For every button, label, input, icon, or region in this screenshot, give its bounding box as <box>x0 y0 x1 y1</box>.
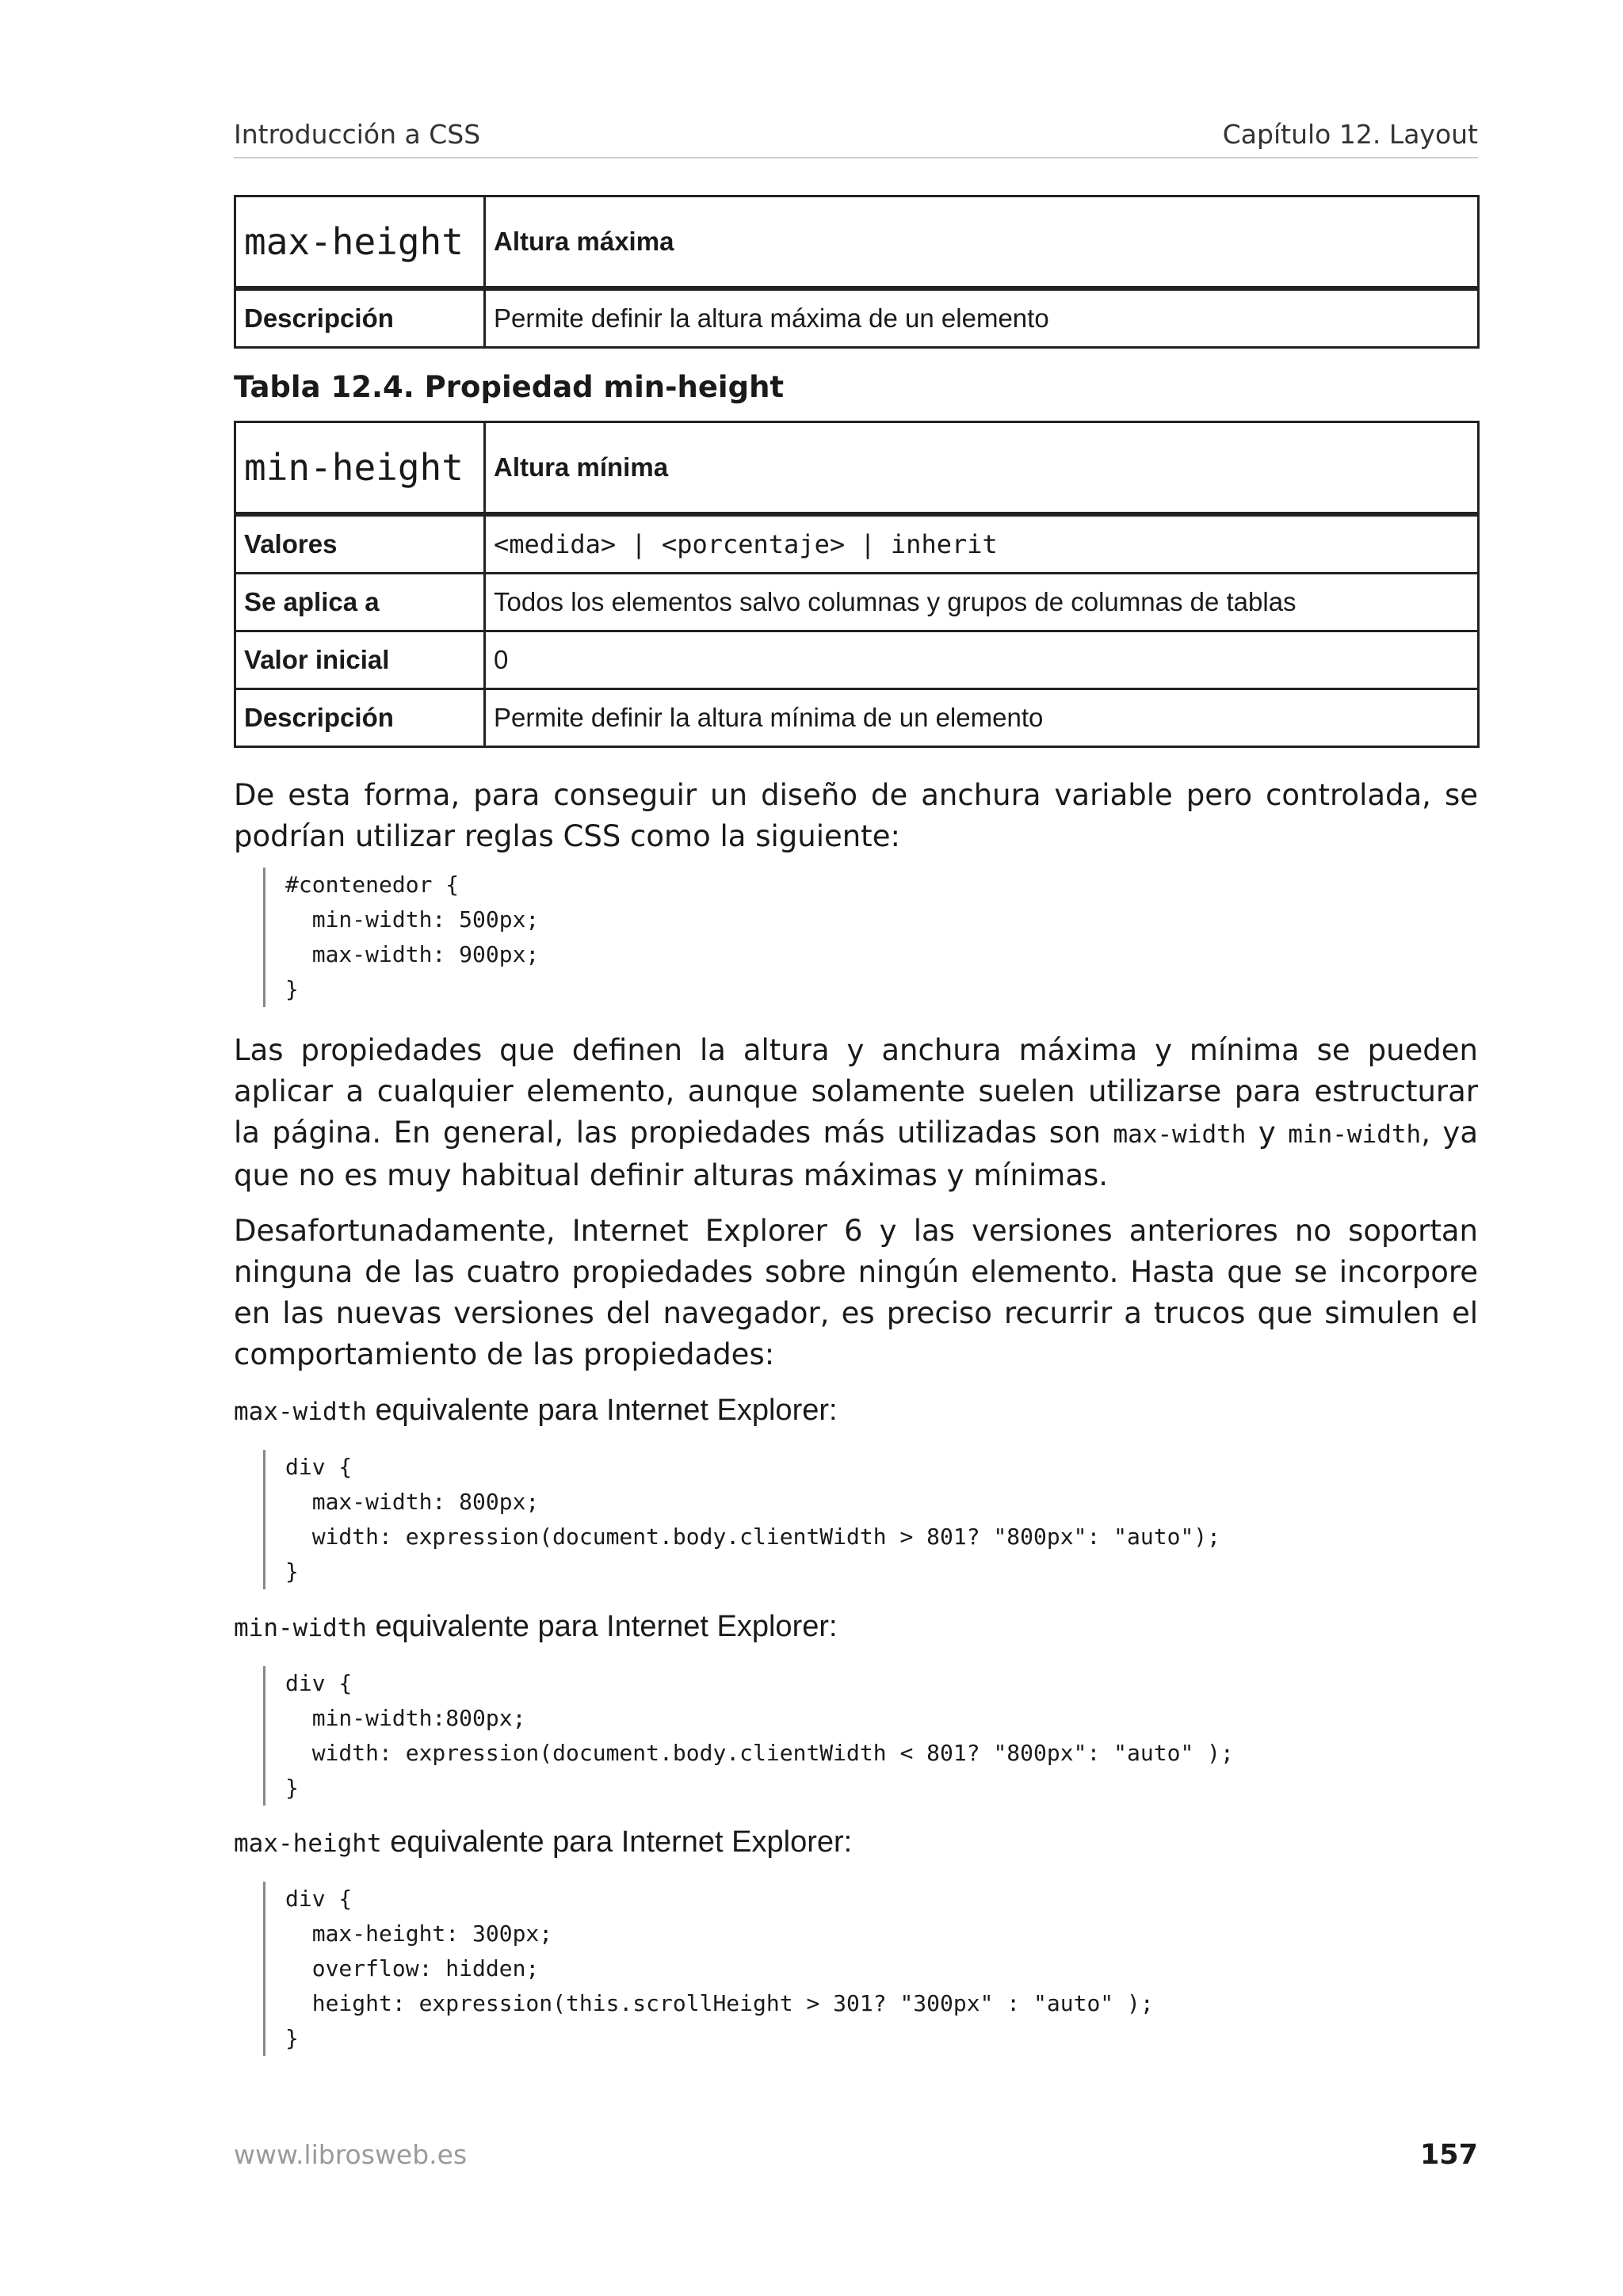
book-title: Introducción a CSS <box>234 119 481 150</box>
table-row <box>235 689 1479 747</box>
intro-text: equivalente para Internet Explorer: <box>366 1610 838 1643</box>
inline-code: max-height <box>234 1829 382 1858</box>
property-title: Altura máxima <box>485 196 1479 289</box>
row-value: Permite definir la altura máxima de un elemento <box>485 288 1479 348</box>
row-label: Descripción <box>235 288 485 348</box>
inline-code: max-width <box>1113 1120 1247 1149</box>
row-value: Permite definir la altura mínima de un elemento <box>485 689 1479 747</box>
inline-code: max-width <box>234 1398 367 1426</box>
table-caption: Tabla 12.4. Propiedad min-height <box>234 370 785 404</box>
paragraph-text: y <box>1246 1116 1289 1150</box>
row-label: Valor inicial <box>235 631 485 689</box>
row-value: <medida> | <porcentaje> | inherit <box>485 514 1479 574</box>
property-name: min-height <box>235 422 485 515</box>
inline-code: min-width <box>1288 1120 1422 1149</box>
table-header-row <box>235 422 1479 515</box>
footer-url: www.librosweb.es <box>234 2139 468 2170</box>
code-block-max-height: div { max-height: 300px; overflow: hidden; height: expression(this.scrollHeight > 301? "300px" : "auto" ); } <box>263 1882 1154 2056</box>
table-row <box>235 514 1479 574</box>
paragraph-ie6: Desafortunadamente, Internet Explorer 6 y las versiones anteriores no soportan ninguna de las cuatro propiedades sobre ningún elemento. Hasta que se incorpore en las nuevas versiones del navegador, es preciso recurrir a trucos que simulen el comportamiento de las propiedades: <box>234 1214 1478 1371</box>
table-header-row <box>235 196 1479 289</box>
code-block-min-width: div { min-width:800px; width: expression(document.body.clientWidth < 801? "800px": "auto" ); } <box>263 1666 1234 1806</box>
code-block-contenedor: #contenedor { min-width: 500px; max-width: 900px; } <box>263 868 539 1007</box>
row-value: 0 <box>485 631 1479 689</box>
min-height-table <box>234 421 1480 748</box>
code-block-max-width: div { max-width: 800px; width: expression(document.body.clientWidth > 801? "800px": "auto"); } <box>263 1450 1220 1589</box>
page-header <box>234 119 1478 158</box>
paragraph-properties <box>234 1030 1478 1196</box>
property-name: max-height <box>235 196 485 289</box>
page-number: 157 <box>1419 2139 1478 2171</box>
section-intro-max-width <box>234 1390 1478 1432</box>
section-intro-min-width <box>234 1607 1478 1648</box>
max-height-table <box>234 195 1480 349</box>
paragraph-intro: De esta forma, para conseguir un diseño de anchura variable pero controlada, se podrían utilizar reglas CSS como la siguiente: <box>234 778 1478 853</box>
paragraph-text: , ya que no es muy habitual definir alturas máximas y mínimas. <box>234 1116 1478 1192</box>
inline-code: min-width <box>234 1614 367 1642</box>
row-label: Descripción <box>235 689 485 747</box>
intro-text: equivalente para Internet Explorer: <box>381 1825 853 1859</box>
section-intro-max-height <box>234 1822 1478 1863</box>
property-title: Altura mínima <box>485 422 1479 515</box>
table-row <box>235 574 1479 631</box>
paragraph-text: Las propiedades que definen la altura y anchura máxima y mínima se pueden aplicar a cualquier elemento, aunque solamente suelen utilizarse para estructurar la página. En general, las propiedades más utilizadas son <box>234 1033 1478 1150</box>
row-label: Se aplica a <box>235 574 485 631</box>
table-row <box>235 631 1479 689</box>
chapter-title: Capítulo 12. Layout <box>1222 119 1478 150</box>
table-row <box>235 288 1479 348</box>
row-label: Valores <box>235 514 485 574</box>
row-value: Todos los elementos salvo columnas y grupos de columnas de tablas <box>485 574 1479 631</box>
intro-text: equivalente para Internet Explorer: <box>366 1394 838 1427</box>
